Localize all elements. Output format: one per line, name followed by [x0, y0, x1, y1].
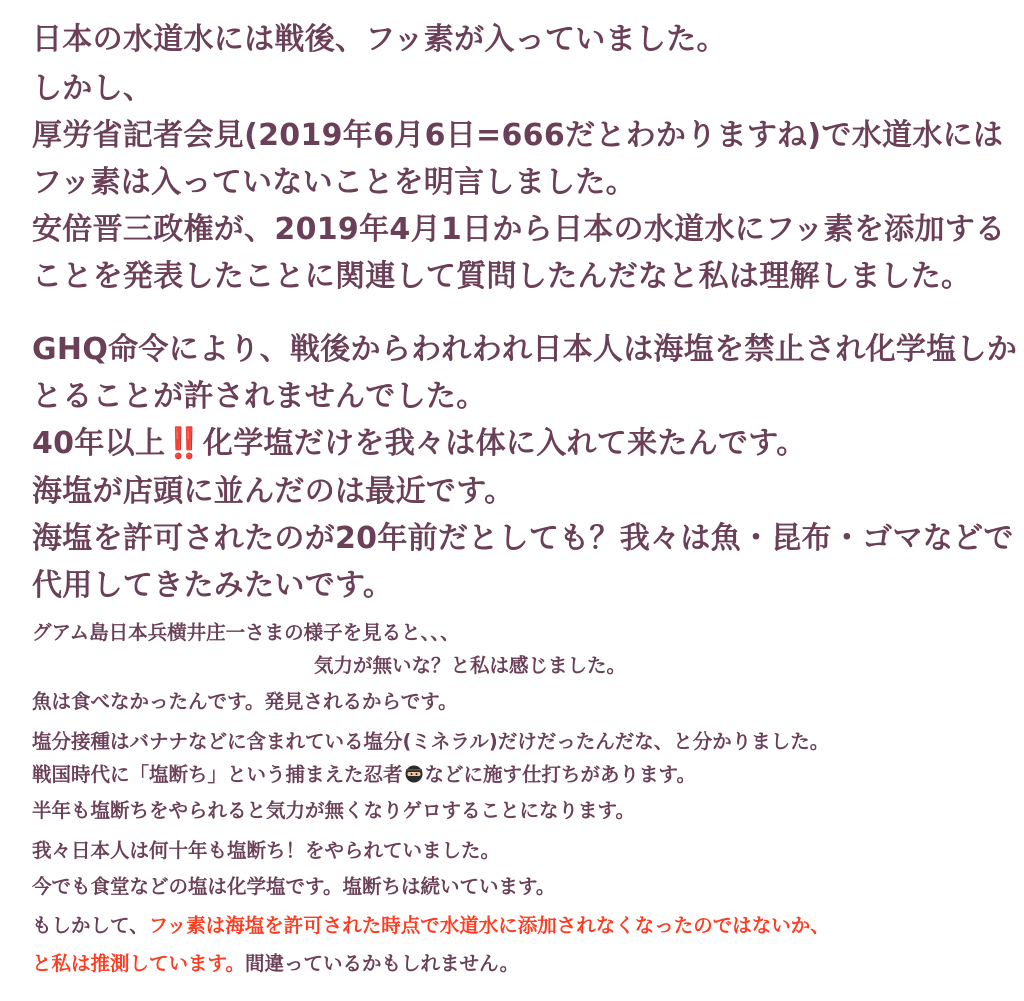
- text-line: 日本の水道水には戦後、フッ素が入っていました。: [32, 22, 727, 57]
- text-line: [32, 427, 807, 461]
- text-line: 厚労省記者会見(2019年6月6日=666だとわかりますね)で水道水には: [32, 118, 1004, 153]
- highlighted-text: と私は推測しています。: [32, 952, 245, 975]
- text-line: 我々日本人は何十年も塩断ち！をやられていました。: [32, 839, 501, 862]
- text-line: 半年も塩断ちをやられると気力が無くなりゲロすることになります。: [32, 799, 635, 822]
- text-segment: もしかして、: [32, 914, 149, 937]
- highlighted-text: フッ素は海塩を許可された時点で水道水に添加されなくなったのではないか、: [148, 914, 830, 937]
- text-line: 海塩が店頭に並んだのは最近です。: [32, 474, 515, 509]
- text-line: フッ素は入っていないことを明言しました。: [32, 165, 636, 200]
- text-segment: 化学塩だけを我々は体に入れて来たんです。: [202, 426, 807, 461]
- text-line: [32, 914, 830, 938]
- text-segment: 40年以上: [32, 426, 166, 461]
- text-segment: 戦国時代に「塩断ち」という捕まえた忍者: [32, 763, 403, 786]
- text-line: グアム島日本兵横井庄一さまの様子を見ると、、、: [32, 621, 460, 644]
- text-segment: などに施す仕打ちがあります。: [424, 763, 696, 786]
- text-line: 安倍晋三政権が、2019年4月1日から日本の水道水にフッ素を添加する: [32, 212, 1006, 247]
- text-line: 海塩を許可されたのが20年前だとしても？我々は魚・昆布・ゴマなどで: [32, 521, 1014, 556]
- text-line: しかし、: [32, 71, 154, 106]
- text-line: ことを発表したことに関連して質問したんだなと私は理解しました。: [32, 259, 972, 294]
- text-line: 代用してきたみたいです。: [32, 568, 394, 603]
- ninja-icon: [404, 764, 424, 784]
- text-segment: 間違っているかもしれません。: [244, 952, 520, 975]
- text-line: とることが許されませんでした。: [32, 379, 487, 414]
- text-line: GHQ命令により、戦後からわれわれ日本人は海塩を禁止され化学塩しか: [32, 332, 1018, 367]
- text-line: 魚は食べなかったんです。発見されるからです。: [32, 690, 458, 713]
- double-exclamation-icon: ‼️: [165, 426, 203, 461]
- text-line: [32, 763, 696, 787]
- text-line: 塩分接種はバナナなどに含まれている塩分(ミネラル)だけだったんだな、と分かりました。: [32, 730, 830, 753]
- text-line: [32, 952, 519, 976]
- text-line: 今でも食堂などの塩は化学塩です。塩断ちは続いています。: [32, 875, 556, 898]
- text-line: 気力が無いな？と私は感じました。: [314, 654, 627, 677]
